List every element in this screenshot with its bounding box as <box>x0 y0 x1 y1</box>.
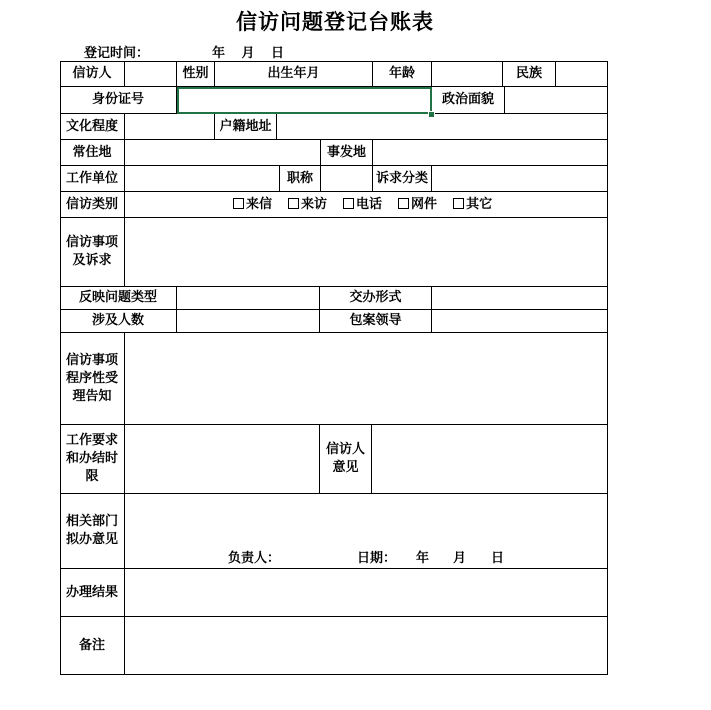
checkbox-icon[interactable] <box>233 198 244 209</box>
label-remarks: 备注 <box>60 617 125 675</box>
option-other[interactable]: 其它 <box>453 196 492 214</box>
cell-result[interactable] <box>125 569 608 617</box>
form-title: 信访问题登记台账表 <box>236 9 434 34</box>
cell-residence[interactable] <box>125 140 321 166</box>
checkbox-icon[interactable] <box>453 198 464 209</box>
cell-age-value[interactable] <box>432 61 503 87</box>
label-id-number: 身份证号 <box>60 87 177 114</box>
cell-education[interactable] <box>125 114 215 140</box>
cell-ethnicity-value[interactable] <box>556 61 608 87</box>
cell-people-involved[interactable] <box>177 310 320 333</box>
cell-work-unit[interactable] <box>125 166 280 192</box>
label-education: 文化程度 <box>60 114 125 140</box>
label-procedural-notice: 信访事项程序性受理告知 <box>60 333 125 425</box>
cell-petitioner-opinion[interactable] <box>372 425 608 494</box>
label-petition-matters: 信访事项及诉求 <box>60 218 125 287</box>
label-work-unit: 工作单位 <box>60 166 125 192</box>
checkbox-icon[interactable] <box>288 198 299 209</box>
option-phone[interactable]: 电话 <box>343 196 382 214</box>
cell-problem-type[interactable] <box>177 287 320 310</box>
label-handover-form: 交办形式 <box>320 287 432 310</box>
label-incident-place: 事发地 <box>321 140 373 166</box>
cell-case-leader[interactable] <box>432 310 608 333</box>
label-ethnicity: 民族 <box>503 61 556 87</box>
cell-job-title[interactable] <box>321 166 373 192</box>
label-political-status: 政治面貌 <box>432 87 505 114</box>
signature-year: 年 <box>416 551 430 566</box>
cell-remarks[interactable] <box>125 617 608 675</box>
signature-date-label: 日期： <box>357 551 397 566</box>
label-birth: 出生年月 <box>215 61 373 87</box>
cell-petition-matters[interactable] <box>125 218 608 287</box>
ledger-table <box>60 61 608 675</box>
label-appeal-category: 诉求分类 <box>373 166 432 192</box>
register-time-label: 登记时间： <box>84 46 150 61</box>
active-cell-selection[interactable] <box>177 87 432 114</box>
register-time-ymd: 年 月 日 <box>212 46 285 61</box>
label-age: 年龄 <box>373 61 432 87</box>
cell-procedural-notice[interactable] <box>125 333 608 425</box>
option-letter[interactable]: 来信 <box>233 196 272 214</box>
cell-dept-opinion[interactable] <box>125 494 608 569</box>
label-household-address: 户籍地址 <box>215 114 277 140</box>
label-case-leader: 包案领导 <box>320 310 432 333</box>
signature-month: 月 <box>453 551 467 566</box>
signature-day: 日 <box>491 551 505 566</box>
label-work-requirements: 工作要求和办结时限 <box>60 425 125 494</box>
cell-household-address[interactable] <box>277 114 608 140</box>
label-job-title: 职称 <box>280 166 321 192</box>
petition-type-options <box>125 192 608 218</box>
option-visit[interactable]: 来访 <box>288 196 327 214</box>
signature-person-label: 负责人： <box>228 551 281 566</box>
label-petitioner: 信访人 <box>60 61 125 87</box>
label-residence: 常住地 <box>60 140 125 166</box>
checkbox-icon[interactable] <box>398 198 409 209</box>
label-petitioner-opinion: 信访人意见 <box>320 425 372 494</box>
cell-incident-place[interactable] <box>373 140 608 166</box>
label-people-involved: 涉及人数 <box>60 310 177 333</box>
label-petition-type: 信访类别 <box>60 192 125 218</box>
label-problem-type: 反映问题类型 <box>60 287 177 310</box>
cell-political-status[interactable] <box>505 87 608 114</box>
label-result: 办理结果 <box>60 569 125 617</box>
label-gender: 性别 <box>177 61 215 87</box>
label-dept-opinion: 相关部门拟办意见 <box>60 494 125 569</box>
cell-appeal-category[interactable] <box>432 166 608 192</box>
option-online[interactable]: 网件 <box>398 196 437 214</box>
cell-work-requirements[interactable] <box>125 425 320 494</box>
cell-petitioner-name[interactable] <box>125 61 177 87</box>
cell-handover-form[interactable] <box>432 287 608 310</box>
checkbox-icon[interactable] <box>343 198 354 209</box>
fill-handle[interactable] <box>428 111 435 118</box>
